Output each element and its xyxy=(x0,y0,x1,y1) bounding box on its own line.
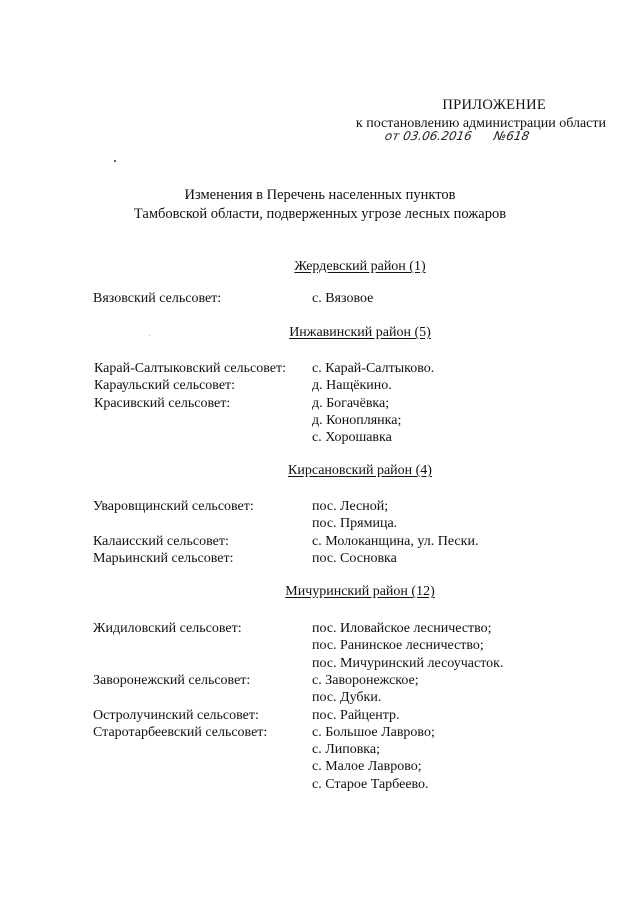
scan-speck xyxy=(114,160,116,162)
settlement-name: с. Липовка; xyxy=(312,742,380,758)
council-name: Калаисский сельсовет: xyxy=(93,533,229,549)
council-name: Карай-Салтыковский сельсовет: xyxy=(94,361,286,376)
district-heading xyxy=(0,462,640,479)
council-name: Караульский сельсовет: xyxy=(94,378,236,394)
district-name: Кирсановский район (4) xyxy=(288,463,432,478)
settlement-name: с. Вязовое xyxy=(312,291,374,306)
district-heading xyxy=(0,324,640,341)
settlement-name: с. Старое Тарбеево. xyxy=(312,776,429,792)
settlement-name: пос. Райцентр. xyxy=(312,707,400,723)
council-name: Жидиловский сельсовет: xyxy=(93,621,242,636)
settlement-name: пос. Ранинское лесничество; xyxy=(312,638,484,654)
council-name: Уваровщинский сельсовет: xyxy=(93,499,254,514)
settlement-name: с. Хорошавка xyxy=(312,430,392,446)
appendix-title: ПРИЛОЖЕНИЕ xyxy=(442,97,546,113)
settlement-name: с. Карай-Салтыково. xyxy=(312,361,435,376)
document-title-line-2: Тамбовской области, подверженных угрозе лесных пожаров xyxy=(133,206,507,222)
district-name: Инжавинский район (5) xyxy=(289,325,431,340)
council-name: Старотарбеевский сельсовет: xyxy=(93,724,268,740)
council-name: Марьинский сельсовет: xyxy=(93,550,234,566)
settlement-name: д. Коноплянка; xyxy=(312,412,402,428)
handwritten-number: №618 xyxy=(492,129,531,143)
settlement-name: с. Большое Лаврово; xyxy=(312,724,435,740)
settlement-name: пос. Мичуринский лесоучасток. xyxy=(312,655,504,671)
document-title-line-1: Изменения в Перечень населенных пунктов xyxy=(184,187,456,203)
settlement-name: с. Молоканщина, ул. Пески. xyxy=(312,533,479,549)
council-name: Заворонежский сельсовет: xyxy=(93,672,251,688)
appendix-subtitle: к постановлению администрации области xyxy=(355,116,606,131)
settlement-name: пос. Сосновка xyxy=(312,550,397,566)
handwritten-date-number xyxy=(384,129,531,143)
settlement-name: пос. Лесной; xyxy=(312,499,389,514)
settlement-name: д. Богачёвка; xyxy=(312,395,390,411)
council-name: Красивский сельсовет: xyxy=(94,395,231,411)
district-heading xyxy=(0,583,640,600)
district-name: Мичуринский район (12) xyxy=(285,584,435,599)
district-heading xyxy=(0,258,640,275)
settlement-name: пос. Иловайское лесничество; xyxy=(312,621,492,636)
council-name: Остролучинский сельсовет: xyxy=(93,707,259,723)
settlement-name: пос. Дубки. xyxy=(312,690,382,706)
council-name: Вязовский сельсовет: xyxy=(93,291,222,306)
settlement-name: с. Заворонежское; xyxy=(312,672,419,688)
settlement-name: д. Нащёкино. xyxy=(312,378,392,394)
settlement-name: пос. Прямица. xyxy=(312,516,398,532)
handwritten-date: от 03.06.2016 xyxy=(383,129,474,143)
district-name: Жердевский район (1) xyxy=(294,259,426,274)
settlement-name: с. Малое Лаврово; xyxy=(312,759,422,775)
